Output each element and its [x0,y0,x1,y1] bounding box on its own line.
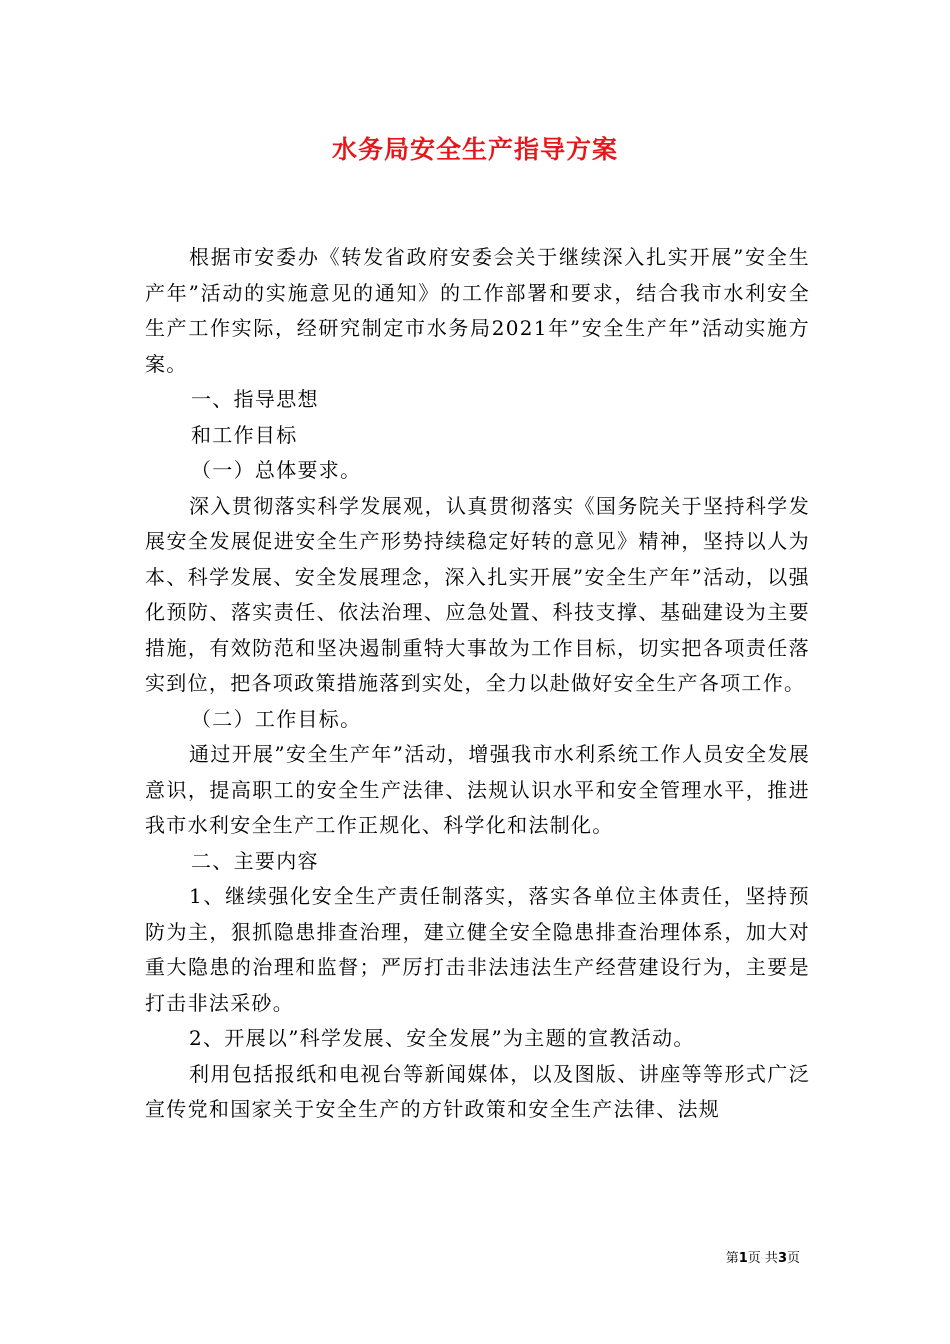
paragraph-item-1: 1、继续强化安全生产责任制落实，落实各单位主体责任，坚持预防为主，狠抓隐患排查治理，建立健全安全隐患排查治理体系，加大对重大隐患的治理和监督；严厉打击非法违法生产经营建设行为，主要是打击非法采砂。 [145,884,810,1015]
current-page-number: 1 [738,1251,748,1266]
subheading-overall-requirements: （一）总体要求。 [191,458,362,482]
footer-middle: 页 共 [747,1251,778,1266]
paragraph-intro: 根据市安委办《转发省政府安委会关于继续深入扎实开展”安全生产年”活动的实施意见的通知》的工作部署和要求，结合我市水利安全生产工作实际，经研究制定市水务局2021年”安全生产年”活动实施方案。 [145,245,810,376]
paragraph-item-2: 2、开展以”科学发展、安全发展”为主题的宣教活动。 [189,1026,695,1050]
document-title: 水务局安全生产指导方案 [331,135,618,164]
heading-work-goals: 和工作目标 [191,422,298,447]
subheading-work-goals: （二）工作目标。 [191,706,362,731]
footer-prefix: 第 [725,1251,739,1266]
paragraph-publicity: 利用包括报纸和电视台等新闻媒体，以及图版、讲座等等形式广泛宣传党和国家关于安全生产的方针政策和安全生产法律、法规 [145,1061,810,1121]
heading-guiding-thought: 一、指导思想 [191,387,319,411]
document-body [145,240,810,1128]
footer-suffix: 页 [786,1251,800,1266]
heading-main-content: 二、主要内容 [191,848,319,873]
total-page-number: 3 [777,1251,787,1266]
paragraph-overall-requirements: 深入贯彻落实科学发展观，认真贯彻落实《国务院关于坚持科学发展安全发展促进安全生产形势持续稳定好转的意见》精神，坚持以人为本、科学发展、安全发展理念，深入扎实开展”安全生产年”活动，以强化预防、落实责任、依法治理、应急处置、科技支撑、基础建设为主要措施，有效防范和坚决遏制重特大事故为工作目标，切实把各项责任落实到位，把各项政策措施落到实处，全力以赴做好安全生产各项工作。 [145,493,810,695]
page-number-footer [726,1250,800,1268]
paragraph-work-goals: 通过开展”安全生产年”活动，增强我市水利系统工作人员安全发展意识，提高职工的安全生产法律、法规认识水平和安全管理水平，推进我市水利安全生产工作正规化、科学化和法制化。 [145,742,810,837]
